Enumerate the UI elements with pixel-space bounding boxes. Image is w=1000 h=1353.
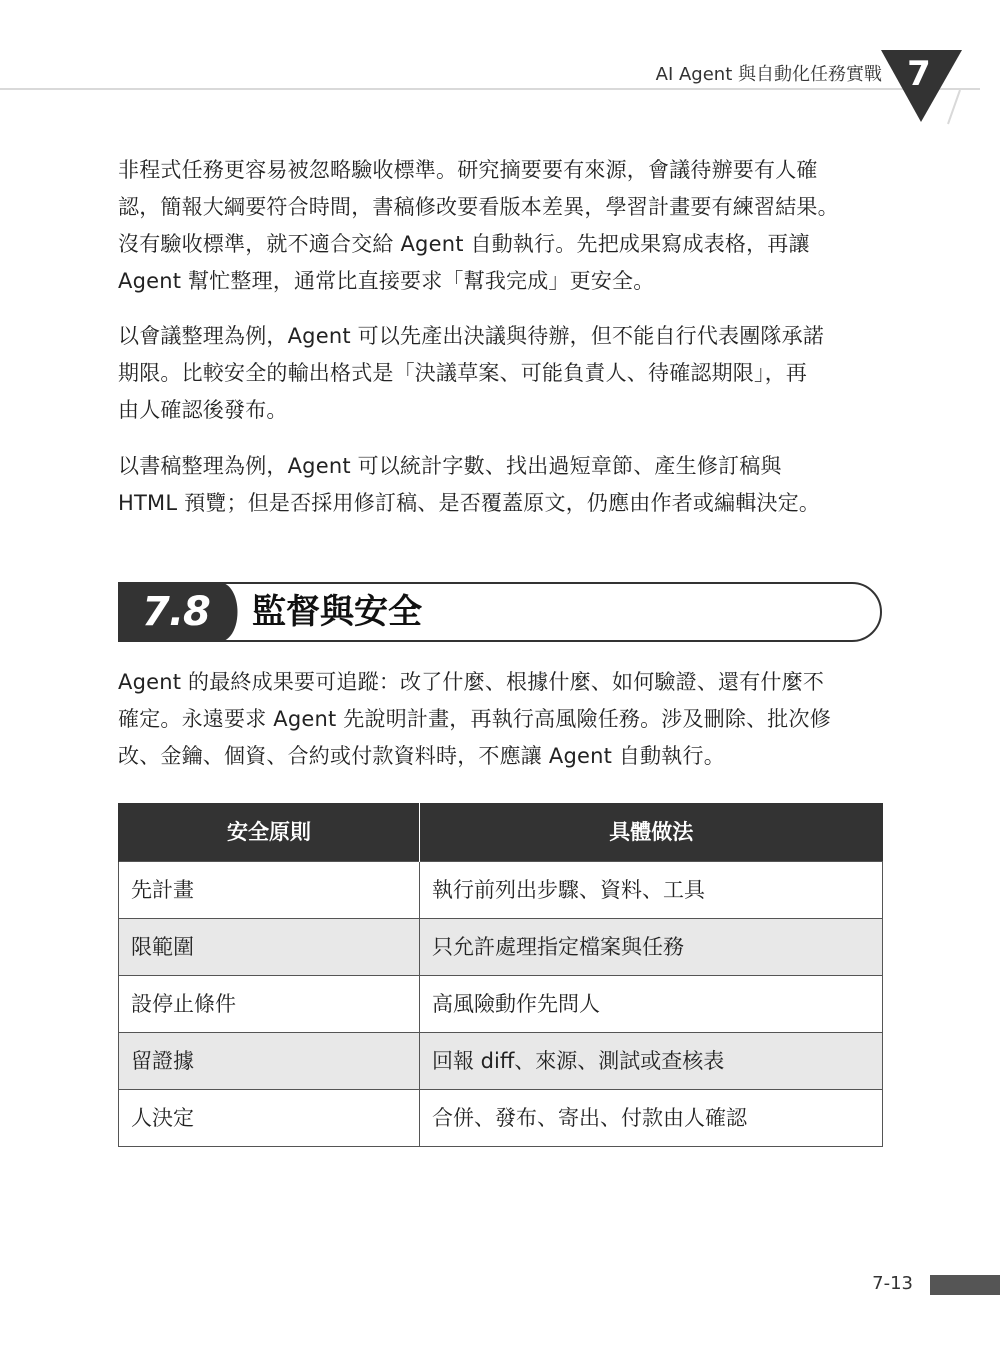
page-number: 7-13: [872, 1273, 913, 1294]
section-intro: [118, 664, 882, 775]
table-cell-method: 合併、發布、寄出、付款由人確認: [420, 1090, 883, 1147]
section-title: 監督與安全: [252, 592, 422, 632]
section-number: 7.8: [142, 589, 210, 635]
paragraph-line: 期限。比較安全的輸出格式是「決議草案、可能負責人、待確認期限」，再: [118, 361, 808, 385]
paragraph-line: 非程式任務更容易被忽略驗收標準。研究摘要要有來源，會議待辦要有人確: [118, 158, 818, 182]
section-intro-line: 確定。永遠要求 Agent 先說明計畫，再執行高風險任務。涉及刪除、批次修: [118, 707, 831, 731]
table-row: [119, 862, 883, 919]
paragraph-meeting-example: [118, 318, 882, 429]
paragraph-acceptance-criteria: [118, 152, 882, 300]
paragraph-line: 沒有驗收標準，就不適合交給 Agent 自動執行。先把成果寫成表格，再讓: [118, 232, 810, 256]
table-row: [119, 1090, 883, 1147]
table-row: [119, 919, 883, 976]
page-tab-marker: [930, 1275, 1000, 1295]
table-header-row: [119, 803, 883, 862]
section-heading-frame: [118, 582, 882, 642]
section-intro-line: 改、金鑰、個資、合約或付款資料時，不應讓 Agent 自動執行。: [118, 744, 725, 768]
paragraph-line: 由人確認後發布。: [118, 398, 288, 422]
section-heading: [118, 582, 882, 642]
header-rule: [0, 88, 980, 90]
table-cell-method: 回報 diff、來源、測試或查核表: [420, 1033, 883, 1090]
table-cell-principle: 留證據: [119, 1033, 420, 1090]
table-cell-method: 高風險動作先問人: [420, 976, 883, 1033]
paragraph-line: 以書稿整理為例，Agent 可以統計字數、找出過短章節、產生修訂稿與: [118, 454, 782, 478]
table-cell-principle: 先計畫: [119, 862, 420, 919]
chapter-number: 7: [907, 54, 931, 94]
paragraph-line: HTML 預覽；但是否採用修訂稿、是否覆蓋原文，仍應由作者或編輯決定。: [118, 491, 821, 515]
table-cell-principle: 設停止條件: [119, 976, 420, 1033]
safety-principles-table: [118, 803, 883, 1147]
table-row: [119, 1033, 883, 1090]
chapter-title: AI Agent 與自動化任務實戰: [655, 64, 882, 85]
paragraph-line: 認，簡報大綱要符合時間，書稿修改要看版本差異，學習計畫要有練習結果。: [118, 195, 839, 219]
table-header-principle: 安全原則: [119, 803, 420, 862]
paragraph-manuscript-example: [118, 448, 882, 522]
table-cell-principle: 人決定: [119, 1090, 420, 1147]
paragraph-line: Agent 幫忙整理，通常比直接要求「幫我完成」更安全。: [118, 269, 655, 293]
table-cell-method: 只允許處理指定檔案與任務: [420, 919, 883, 976]
table-header-method: 具體做法: [420, 803, 883, 862]
section-intro-line: Agent 的最終成果要可追蹤：改了什麼、根據什麼、如何驗證、還有什麼不: [118, 670, 825, 694]
table-cell-principle: 限範圍: [119, 919, 420, 976]
paragraph-line: 以會議整理為例，Agent 可以先產出決議與待辦，但不能自行代表團隊承諾: [118, 324, 825, 348]
table-row: [119, 976, 883, 1033]
table-cell-method: 執行前列出步驟、資料、工具: [420, 862, 883, 919]
